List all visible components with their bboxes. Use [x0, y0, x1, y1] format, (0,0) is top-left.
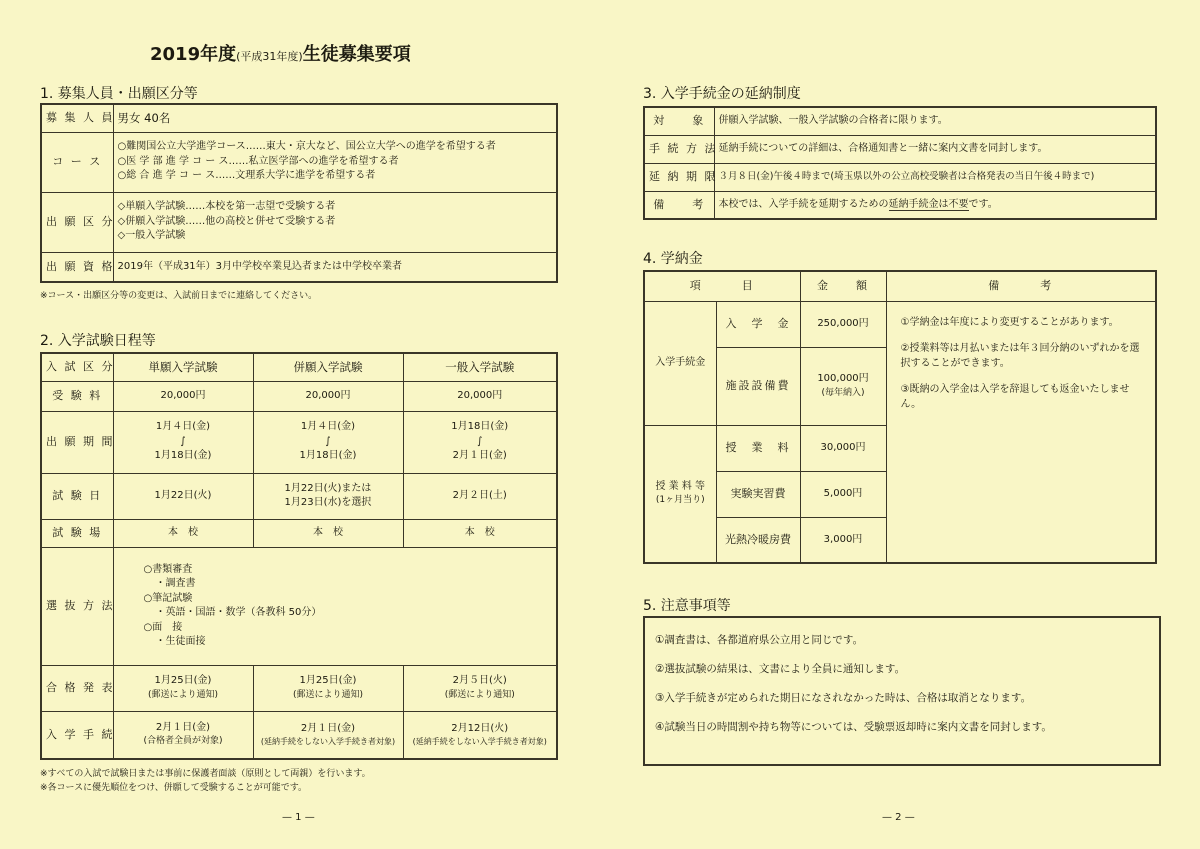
fees-header-item: 項 目	[644, 271, 800, 301]
deferral-row	[644, 191, 1156, 219]
fee-item-name: 光熱冷暖房費	[716, 517, 800, 563]
row-admission	[41, 711, 557, 759]
fee-item-name: 実験実習費	[716, 471, 800, 517]
fee-item-amount: 5,000円	[800, 471, 886, 517]
fees-remark: ①学納金は年度により変更することがあります。	[900, 316, 1119, 328]
result-label: 合 格 発 表	[41, 665, 113, 711]
deferral-row	[644, 163, 1156, 191]
application-type-line: ◇併願入学試験……他の高校と併せて受験する者	[117, 215, 336, 227]
fees-header-amount: 金 額	[800, 271, 886, 301]
fee-label: 受 験 料	[41, 381, 113, 411]
header-exam-type: 入 試 区 分	[41, 353, 113, 381]
deferral-deadline-value: ３月８日(金)午後４時まで(埼玉県以外の公立高校受験者は合格発表の当日午後４時まで)	[714, 163, 1156, 191]
eligibility-label: 出 願 資 格	[41, 252, 113, 282]
deferral-method-value: 延納手続についての詳細は、合格通知書と一緒に案内文書を同封します。	[714, 135, 1156, 163]
venue-combined: 本 校	[253, 519, 403, 547]
course-line: ○医 学 部 進 学 コ ー ス……私立医学部への進学を希望する者	[117, 155, 399, 167]
fee-item-name: 入 学 金	[716, 301, 800, 347]
schedule-table	[40, 352, 558, 760]
fees-group-admission: 入学手続金	[644, 301, 716, 425]
period-combined: 1月４日(金) ∫ 1月18日(金)	[253, 411, 403, 473]
recruitment-table	[40, 103, 558, 283]
result-combined: 1月25日(金) (郵送により通知)	[253, 665, 403, 711]
application-type-line: ◇一般入学試験	[117, 230, 186, 242]
admission-single: 2月１日(金) (合格者全員が対象)	[113, 711, 253, 759]
section-2-notes	[40, 768, 371, 795]
application-type-line: ◇単願入学試験……本校を第一志望で受験する者	[117, 201, 336, 213]
selection-line: ○面 接	[143, 621, 183, 633]
venue-single: 本 校	[113, 519, 253, 547]
fee-item-name: 施設設備費	[716, 347, 800, 425]
fees-row	[644, 301, 1156, 347]
row-capacity	[41, 104, 557, 132]
admission-general: 2月12日(火) (延納手続をしない入学手続き者対象)	[403, 711, 557, 759]
row-selection	[41, 547, 557, 665]
deferral-method-label: 手 続 方 法	[644, 135, 714, 163]
row-fee	[41, 381, 557, 411]
selection-label: 選 抜 方 法	[41, 547, 113, 665]
schedule-header-row	[41, 353, 557, 381]
document-title	[150, 40, 411, 66]
capacity-label: 募 集 人 員	[41, 104, 113, 132]
row-course	[41, 132, 557, 192]
fees-remarks	[886, 301, 1156, 563]
venue-label: 試 験 場	[41, 519, 113, 547]
note-item: ①調査書は、各都道府県公立用と同じです。	[655, 634, 864, 646]
exam-date-general: 2月２日(土)	[403, 473, 557, 519]
course-line: ○難関国公立大学進学コース……東大・京大など、国公立大学への進学を希望する者	[117, 141, 496, 153]
selection-line: ○書類審査	[143, 563, 193, 575]
row-period	[41, 411, 557, 473]
application-type-value	[113, 192, 557, 252]
selection-line: ・生徒面接	[155, 636, 206, 647]
note-item: ④試験当日の時間割や持ち物等については、受験票返却時に案内文書を同封します。	[655, 721, 1052, 733]
selection-value	[113, 547, 557, 665]
notes-box	[643, 616, 1161, 766]
period-general: 1月18日(金) ∫ 2月１日(金)	[403, 411, 557, 473]
title-year: 2019年度	[150, 44, 237, 65]
section-2-note: ※すべての入試で試験日または事前に保護者面談（原則として両親）を行います。	[40, 769, 371, 779]
deferral-row	[644, 107, 1156, 135]
section-1-heading: 1. 募集人員・出願区分等	[40, 86, 198, 102]
selection-line: ・調査書	[155, 578, 196, 589]
note-item: ②選抜試験の結果は、文書により全員に通知します。	[655, 663, 906, 675]
application-type-label: 出 願 区 分	[41, 192, 113, 252]
section-2-note: ※各コースに優先順位をつけ、併願して受験することが可能です。	[40, 782, 308, 793]
capacity-value: 男女 40名	[113, 104, 557, 132]
header-single: 単願入学試験	[113, 353, 253, 381]
result-general: 2月５日(火) (郵送により通知)	[403, 665, 557, 711]
fees-group-tuition: 授 業 料 等 (1ヶ月当り)	[644, 425, 716, 563]
row-exam-date	[41, 473, 557, 519]
fees-header-row	[644, 271, 1156, 301]
header-combined: 併願入学試験	[253, 353, 403, 381]
deferral-remark-value: 本校では、入学手続を延期するための延納手続金は不要です。	[714, 191, 1156, 219]
course-line: ○総 合 進 学 コ ー ス……文理系大学に進学を希望する者	[117, 170, 376, 182]
period-label: 出 願 期 間	[41, 411, 113, 473]
title-text: 生徒募集要項	[302, 44, 411, 65]
section-1-note: ※コース・出願区分等の変更は、入試前日までに連絡してください。	[40, 291, 318, 301]
page-number-2: — 2 —	[882, 812, 915, 823]
course-value	[113, 132, 557, 192]
fee-item-name: 授 業 料	[716, 425, 800, 471]
row-application-type	[41, 192, 557, 252]
fees-header-remarks: 備 考	[886, 271, 1156, 301]
note-item: ③入学手続きが定められた期日になされなかった時は、合格は取消となります。	[655, 692, 1032, 704]
fee-combined: 20,000円	[253, 381, 403, 411]
fee-item-amount: 100,000円 (毎年納入)	[800, 347, 886, 425]
row-result	[41, 665, 557, 711]
eligibility-value: 2019年（平成31年）3月中学校卒業見込者または中学校卒業者	[113, 252, 557, 282]
page-number-1: — 1 —	[282, 812, 315, 823]
selection-line: ○筆記試験	[143, 592, 193, 604]
fee-single: 20,000円	[113, 381, 253, 411]
section-4-heading: 4. 学納金	[643, 251, 703, 267]
venue-general: 本 校	[403, 519, 557, 547]
period-single: 1月４日(金) ∫ 1月18日(金)	[113, 411, 253, 473]
deferral-deadline-label: 延 納 期 限	[644, 163, 714, 191]
section-5-heading: 5. 注意事項等	[643, 598, 731, 614]
header-general: 一般入学試験	[403, 353, 557, 381]
selection-line: ・英語・国語・数学（各教科 50分）	[155, 607, 322, 618]
section-2-heading: 2. 入学試験日程等	[40, 333, 156, 349]
exam-date-combined: 1月22日(火)または 1月23日(水)を選択	[253, 473, 403, 519]
exam-date-label: 試 験 日	[41, 473, 113, 519]
admission-label: 入 学 手 続	[41, 711, 113, 759]
deferral-target-value: 併願入学試験、一般入学試験の合格者に限ります。	[714, 107, 1156, 135]
deferral-row	[644, 135, 1156, 163]
row-venue	[41, 519, 557, 547]
fees-remark: ③既納の入学金は入学を辞退しても返金いたしません。	[900, 384, 1130, 410]
fee-general: 20,000円	[403, 381, 557, 411]
title-heisei: (平成31年度)	[236, 50, 303, 63]
deferral-target-label: 対 象	[644, 107, 714, 135]
deferral-table	[643, 106, 1157, 220]
course-label: コ ー ス	[41, 132, 113, 192]
row-eligibility	[41, 252, 557, 282]
exam-date-single: 1月22日(火)	[113, 473, 253, 519]
fees-remark: ②授業料等は月払いまたは年３回分納のいずれかを選択することができます。	[900, 343, 1140, 369]
fees-table	[643, 270, 1157, 564]
fee-item-amount: 3,000円	[800, 517, 886, 563]
fee-item-amount: 250,000円	[800, 301, 886, 347]
page-2	[600, 0, 1200, 849]
fee-item-amount: 30,000円	[800, 425, 886, 471]
deferral-remark-label: 備 考	[644, 191, 714, 219]
admission-combined: 2月１日(金) (延納手続をしない入学手続き者対象)	[253, 711, 403, 759]
section-3-heading: 3. 入学手続金の延納制度	[643, 86, 801, 102]
result-single: 1月25日(金) (郵送により通知)	[113, 665, 253, 711]
